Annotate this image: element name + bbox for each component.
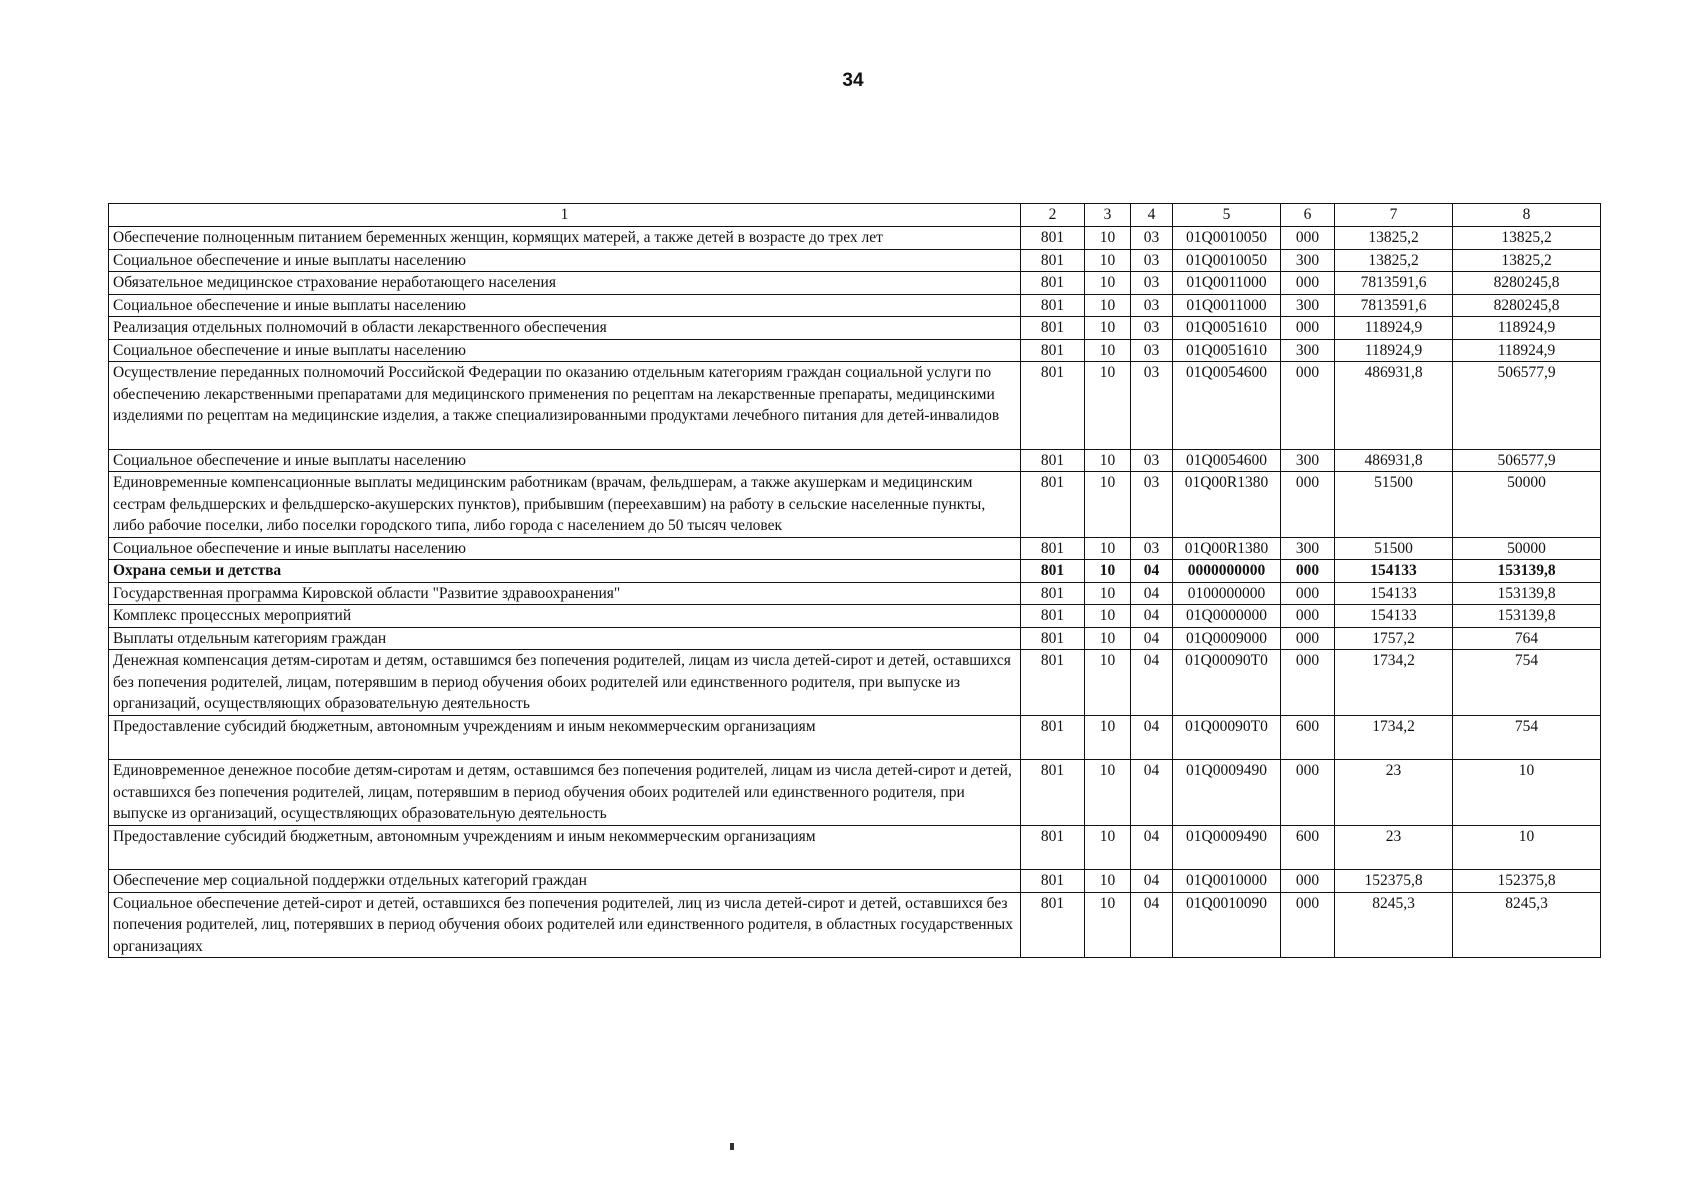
table-row [109,272,1601,295]
cell-amount-year-1: 154133 [1335,605,1453,628]
cell-admin-code: 801 [1021,272,1085,295]
cell-subsection: 04 [1131,892,1173,958]
cell-subsection: 03 [1131,272,1173,295]
row-name: Единовременные компенсационные выплаты медицинским работникам (врачам, фельдшерам, а также акушеркам и медицинским сестрам фельдшерских и фельдшерско-акушерских пунктов), прибывшим (переехавшим) на работу в сельские населенные пункты, либо рабочие поселки, либо поселки городского типа, либо города с населением до 50 тысяч человек [109,472,1021,538]
cell-subsection: 04 [1131,582,1173,605]
cell-admin-code: 801 [1021,892,1085,958]
cell-target-article: 01Q00R1380 [1173,472,1281,538]
cell-target-article: 01Q0010050 [1173,249,1281,272]
cell-subsection: 03 [1131,317,1173,340]
cell-admin-code: 801 [1021,825,1085,870]
cell-amount-year-1: 23 [1335,760,1453,826]
row-name: Государственная программа Кировской области "Развитие здравоохранения" [109,582,1021,605]
row-name: Социальное обеспечение и иные выплаты населению [109,249,1021,272]
cell-amount-year-2: 764 [1453,627,1601,650]
table-row [109,627,1601,650]
cell-amount-year-2: 118924,9 [1453,339,1601,362]
cell-target-article: 01Q0011000 [1173,294,1281,317]
table-row [109,294,1601,317]
row-name: Социальное обеспечение и иные выплаты населению [109,537,1021,560]
row-name: Охрана семьи и детства [109,560,1021,583]
cell-target-article: 01Q0010090 [1173,892,1281,958]
table-row [109,362,1601,450]
cell-admin-code: 801 [1021,627,1085,650]
cell-section: 10 [1085,715,1131,760]
cell-amount-year-1: 152375,8 [1335,870,1453,893]
row-name: Денежная компенсация детям-сиротам и детям, оставшимся без попечения родителей, лицам из числа детей-сирот и детей, оставшихся без попечения родителей, лицам, потерявшим в период обучения обоих родителей или единственного родителя, при выпуске из организаций, осуществляющих образовательную деятельность [109,650,1021,716]
cell-expense-type: 000 [1281,605,1335,628]
cell-section: 10 [1085,627,1131,650]
cell-expense-type: 000 [1281,362,1335,450]
table-row [109,227,1601,250]
row-name [109,825,1021,870]
cell-section: 10 [1085,249,1131,272]
cell-admin-code: 801 [1021,227,1085,250]
row-name: Обязательное медицинское страхование неработающего населения [109,272,1021,295]
cell-amount-year-2: 8245,3 [1453,892,1601,958]
cell-section: 10 [1085,892,1131,958]
cell-subsection: 03 [1131,362,1173,450]
table-row [109,560,1601,583]
cell-amount-year-1: 8245,3 [1335,892,1453,958]
cell-amount-year-2: 153139,8 [1453,582,1601,605]
column-header: 8 [1453,204,1601,227]
row-name [109,362,1021,450]
table-row [109,249,1601,272]
table-row [109,760,1601,826]
cell-target-article: 01Q0054600 [1173,362,1281,450]
row-name: Обеспечение мер социальной поддержки отдельных категорий граждан [109,870,1021,893]
cell-amount-year-2: 10 [1453,760,1601,826]
table-row [109,715,1601,760]
cell-target-article: 01Q0051610 [1173,317,1281,340]
cell-subsection: 03 [1131,227,1173,250]
cell-amount-year-2: 153139,8 [1453,605,1601,628]
cell-expense-type: 000 [1281,272,1335,295]
cell-admin-code: 801 [1021,449,1085,472]
column-header: 1 [109,204,1021,227]
cell-section: 10 [1085,560,1131,583]
cell-section: 10 [1085,472,1131,538]
cell-amount-year-1: 1757,2 [1335,627,1453,650]
cell-expense-type: 000 [1281,627,1335,650]
cell-section: 10 [1085,362,1131,450]
cell-admin-code: 801 [1021,715,1085,760]
cell-section: 10 [1085,825,1131,870]
cell-admin-code: 801 [1021,537,1085,560]
table-row [109,892,1601,958]
cell-target-article: 01Q00090T0 [1173,650,1281,716]
cell-target-article: 0000000000 [1173,560,1281,583]
column-header: 2 [1021,204,1085,227]
column-header: 7 [1335,204,1453,227]
cell-subsection: 03 [1131,249,1173,272]
cell-expense-type: 000 [1281,870,1335,893]
cell-section: 10 [1085,449,1131,472]
header-row [109,204,1601,227]
cell-amount-year-1: 1734,2 [1335,715,1453,760]
cell-amount-year-1: 154133 [1335,560,1453,583]
budget-table [108,203,1601,958]
cell-amount-year-1: 486931,8 [1335,449,1453,472]
cell-subsection: 04 [1131,605,1173,628]
table-row [109,317,1601,340]
cell-admin-code: 801 [1021,294,1085,317]
cell-subsection: 04 [1131,825,1173,870]
cell-amount-year-2: 754 [1453,650,1601,716]
cell-target-article: 01Q0010000 [1173,870,1281,893]
cell-amount-year-1: 23 [1335,825,1453,870]
cell-expense-type: 300 [1281,339,1335,362]
cell-admin-code: 801 [1021,339,1085,362]
cell-target-article: 01Q00090T0 [1173,715,1281,760]
cell-amount-year-2: 153139,8 [1453,560,1601,583]
cell-expense-type: 300 [1281,249,1335,272]
cell-subsection: 04 [1131,627,1173,650]
cell-admin-code: 801 [1021,582,1085,605]
table-row [109,650,1601,716]
cell-amount-year-1: 118924,9 [1335,317,1453,340]
cell-section: 10 [1085,227,1131,250]
row-name [109,715,1021,760]
cell-amount-year-1: 7813591,6 [1335,272,1453,295]
cell-section: 10 [1085,294,1131,317]
cell-amount-year-2: 50000 [1453,472,1601,538]
cell-subsection: 04 [1131,715,1173,760]
cell-expense-type: 000 [1281,650,1335,716]
cell-amount-year-2: 506577,9 [1453,449,1601,472]
cell-amount-year-1: 13825,2 [1335,249,1453,272]
cell-expense-type: 000 [1281,582,1335,605]
row-name: Выплаты отдельным категориям граждан [109,627,1021,650]
cell-section: 10 [1085,272,1131,295]
cell-expense-type: 000 [1281,227,1335,250]
cell-target-article: 01Q0009000 [1173,627,1281,650]
cell-subsection: 04 [1131,760,1173,826]
cell-amount-year-2: 13825,2 [1453,227,1601,250]
cell-amount-year-2: 10 [1453,825,1601,870]
cell-expense-type: 600 [1281,715,1335,760]
cell-target-article: 01Q0009490 [1173,825,1281,870]
cell-expense-type: 300 [1281,537,1335,560]
cell-target-article: 01Q0051610 [1173,339,1281,362]
cell-amount-year-1: 51500 [1335,537,1453,560]
cell-subsection: 03 [1131,472,1173,538]
cell-admin-code: 801 [1021,650,1085,716]
page-number: 34 [842,70,864,91]
column-header: 3 [1085,204,1131,227]
cell-subsection: 04 [1131,560,1173,583]
cell-expense-type: 000 [1281,472,1335,538]
cell-section: 10 [1085,582,1131,605]
row-name-text: Предоставление субсидий бюджетным, автономным учреждениям и иным некоммерческим организациям [113,827,816,845]
cell-amount-year-1: 51500 [1335,472,1453,538]
cell-amount-year-1: 486931,8 [1335,362,1453,450]
scan-artifact [730,1143,734,1150]
cell-target-article: 01Q0000000 [1173,605,1281,628]
cell-expense-type: 600 [1281,825,1335,870]
table-row [109,582,1601,605]
table-row [109,339,1601,362]
cell-section: 10 [1085,760,1131,826]
cell-amount-year-2: 506577,9 [1453,362,1601,450]
cell-subsection: 03 [1131,339,1173,362]
cell-expense-type: 300 [1281,449,1335,472]
cell-expense-type: 000 [1281,760,1335,826]
row-name: Социальное обеспечение и иные выплаты населению [109,449,1021,472]
row-name: Социальное обеспечение и иные выплаты населению [109,339,1021,362]
cell-admin-code: 801 [1021,362,1085,450]
row-name: Социальное обеспечение и иные выплаты населению [109,294,1021,317]
cell-amount-year-1: 154133 [1335,582,1453,605]
cell-target-article: 01Q0011000 [1173,272,1281,295]
cell-target-article: 01Q0010050 [1173,227,1281,250]
cell-admin-code: 801 [1021,605,1085,628]
column-header: 4 [1131,204,1173,227]
cell-section: 10 [1085,537,1131,560]
cell-expense-type: 000 [1281,892,1335,958]
cell-target-article: 01Q0054600 [1173,449,1281,472]
cell-expense-type: 300 [1281,294,1335,317]
cell-admin-code: 801 [1021,760,1085,826]
table-row [109,449,1601,472]
table-row [109,605,1601,628]
cell-admin-code: 801 [1021,249,1085,272]
cell-amount-year-1: 1734,2 [1335,650,1453,716]
cell-section: 10 [1085,605,1131,628]
cell-section: 10 [1085,339,1131,362]
cell-section: 10 [1085,870,1131,893]
cell-amount-year-1: 118924,9 [1335,339,1453,362]
table-row [109,870,1601,893]
table-row [109,825,1601,870]
cell-admin-code: 801 [1021,472,1085,538]
row-name-text: Осуществление переданных полномочий Российской Федерации по оказанию отдельным категориям граждан социальной услуги по обеспечению лекарственными препаратами для медицинского применения по рецептам на лекарственные препараты, медицинскими изделиями по рецептам на медицинские изделия, а также специализированными продуктами лечебного питания для детей-инвалидов [113,364,1000,424]
cell-section: 10 [1085,317,1131,340]
column-header: 5 [1173,204,1281,227]
cell-section: 10 [1085,650,1131,716]
cell-expense-type: 000 [1281,560,1335,583]
cell-target-article: 01Q0009490 [1173,760,1281,826]
cell-subsection: 04 [1131,650,1173,716]
cell-amount-year-2: 754 [1453,715,1601,760]
row-name: Комплекс процессных мероприятий [109,605,1021,628]
cell-subsection: 03 [1131,294,1173,317]
cell-amount-year-1: 7813591,6 [1335,294,1453,317]
table-row [109,472,1601,538]
row-name: Единовременное денежное пособие детям-сиротам и детям, оставшимся без попечения родителей, лицам из числа детей-сирот и детей, оставшихся без попечения родителей, лицам, потерявшим в период обучения обоих родителей или единственного родителя, при выпуске из организаций, осуществляющих образовательную деятельность [109,760,1021,826]
column-header: 6 [1281,204,1335,227]
cell-admin-code: 801 [1021,317,1085,340]
row-name: Реализация отдельных полномочий в области лекарственного обеспечения [109,317,1021,340]
row-name: Социальное обеспечение детей-сирот и детей, оставшихся без попечения родителей, лиц из числа детей-сирот и детей, оставшихся без попечения родителей, лиц, потерявших в период обучения обоих родителей или единственного родителя, в областных государственных организациях [109,892,1021,958]
cell-amount-year-2: 8280245,8 [1453,294,1601,317]
cell-expense-type: 000 [1281,317,1335,340]
row-name-text: Предоставление субсидий бюджетным, автономным учреждениям и иным некоммерческим организациям [113,717,816,735]
cell-admin-code: 801 [1021,560,1085,583]
cell-target-article: 0100000000 [1173,582,1281,605]
cell-amount-year-2: 8280245,8 [1453,272,1601,295]
cell-amount-year-1: 13825,2 [1335,227,1453,250]
cell-amount-year-2: 13825,2 [1453,249,1601,272]
table-row [109,537,1601,560]
cell-amount-year-2: 118924,9 [1453,317,1601,340]
cell-amount-year-2: 50000 [1453,537,1601,560]
cell-target-article: 01Q00R1380 [1173,537,1281,560]
row-name: Обеспечение полноценным питанием беременных женщин, кормящих матерей, а также детей в возрасте до трех лет [109,227,1021,250]
cell-amount-year-2: 152375,8 [1453,870,1601,893]
cell-subsection: 03 [1131,537,1173,560]
cell-admin-code: 801 [1021,870,1085,893]
cell-subsection: 04 [1131,870,1173,893]
cell-subsection: 03 [1131,449,1173,472]
